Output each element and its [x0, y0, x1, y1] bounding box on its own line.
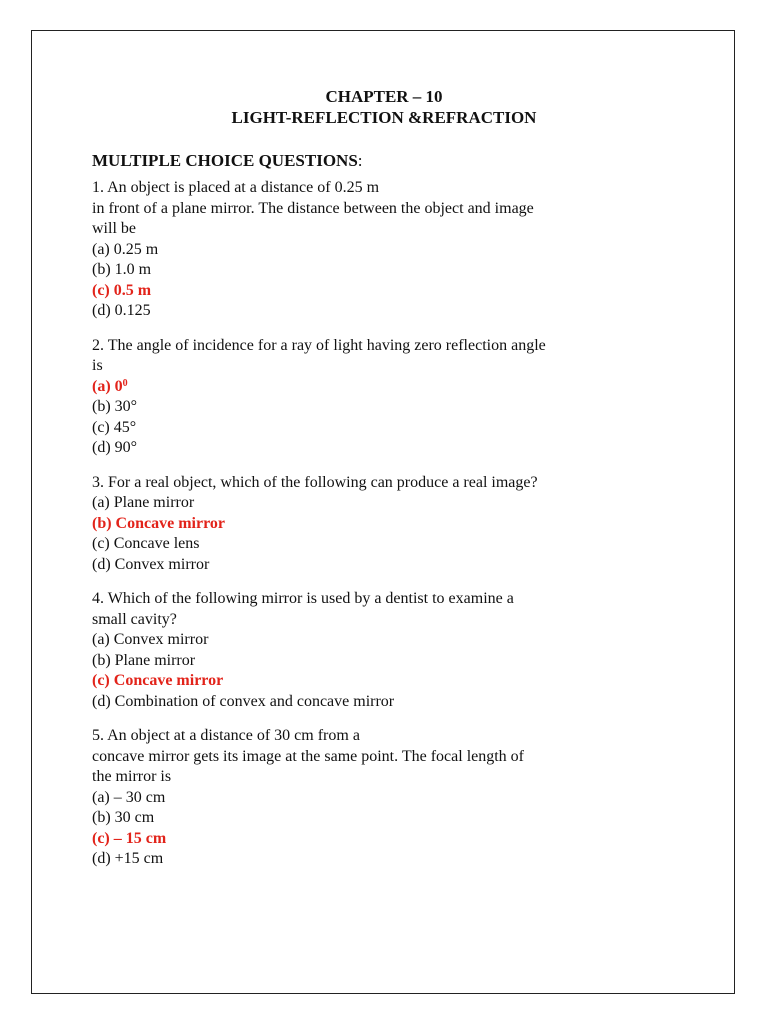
option-d: (d) 0.125: [92, 302, 151, 319]
question-text-line: the mirror is: [92, 768, 172, 785]
option-d: (d) +15 cm: [92, 850, 164, 867]
option-c: (c) Concave lens: [92, 535, 200, 552]
question-3: [92, 473, 692, 576]
question-text-line: will be: [92, 220, 136, 237]
option-d: (d) Combination of convex and concave mirror: [92, 692, 395, 710]
option-b: (b) 1.0 m: [92, 261, 152, 278]
option-b: (b) 30 cm: [92, 809, 155, 826]
question-text-line: concave mirror gets its image at the same point. The focal length of: [92, 747, 525, 765]
question-text-line: 3. For a real object, which of the following can produce a real image?: [92, 473, 538, 491]
question-text-line: in front of a plane mirror. The distance between the object and image: [92, 199, 534, 217]
chapter-title: LIGHT-REFLECTION &REFRACTION: [231, 108, 537, 127]
option-a-correct: [92, 377, 692, 398]
question-2: [92, 336, 692, 459]
option-a-text: (a) 0: [92, 377, 123, 395]
question-text-line: 1. An object is placed at a distance of 0.25 m: [92, 179, 380, 196]
option-a: (a) Plane mirror: [92, 494, 195, 511]
option-b: (b) Plane mirror: [92, 651, 196, 669]
question-1: [92, 178, 692, 322]
question-4: [92, 589, 692, 712]
section-heading-text: MULTIPLE CHOICE QUESTIONS: [92, 151, 358, 170]
option-b: (b) 30°: [92, 398, 138, 415]
question-text-line: 4. Which of the following mirror is used by a dentist to examine a: [92, 590, 514, 607]
option-c-correct: (c) 0.5 m: [92, 281, 152, 299]
option-a: (a) 0.25 m: [92, 240, 159, 258]
option-b-correct: (b) Concave mirror: [92, 514, 225, 532]
option-d: (d) 90°: [92, 439, 138, 456]
option-d: (d) Convex mirror: [92, 555, 210, 573]
chapter-number: CHAPTER – 10: [325, 87, 443, 106]
option-a: (a) Convex mirror: [92, 631, 209, 648]
option-c: (c) 45°: [92, 418, 137, 436]
question-5: [92, 726, 692, 870]
question-text-line: 2. The angle of incidence for a ray of light having zero reflection angle: [92, 336, 546, 354]
question-text-line: 5. An object at a distance of 30 cm from a: [92, 727, 360, 744]
question-text-line: is: [92, 357, 103, 374]
section-heading: [92, 150, 692, 172]
document-content: [92, 86, 692, 870]
degree-superscript: 0: [122, 377, 128, 389]
question-text-line: small cavity?: [92, 610, 177, 628]
option-c-correct: (c) Concave mirror: [92, 672, 224, 689]
option-c-correct: (c) – 15 cm: [92, 829, 167, 847]
option-a: (a) – 30 cm: [92, 788, 166, 806]
section-heading-colon: :: [357, 151, 363, 170]
